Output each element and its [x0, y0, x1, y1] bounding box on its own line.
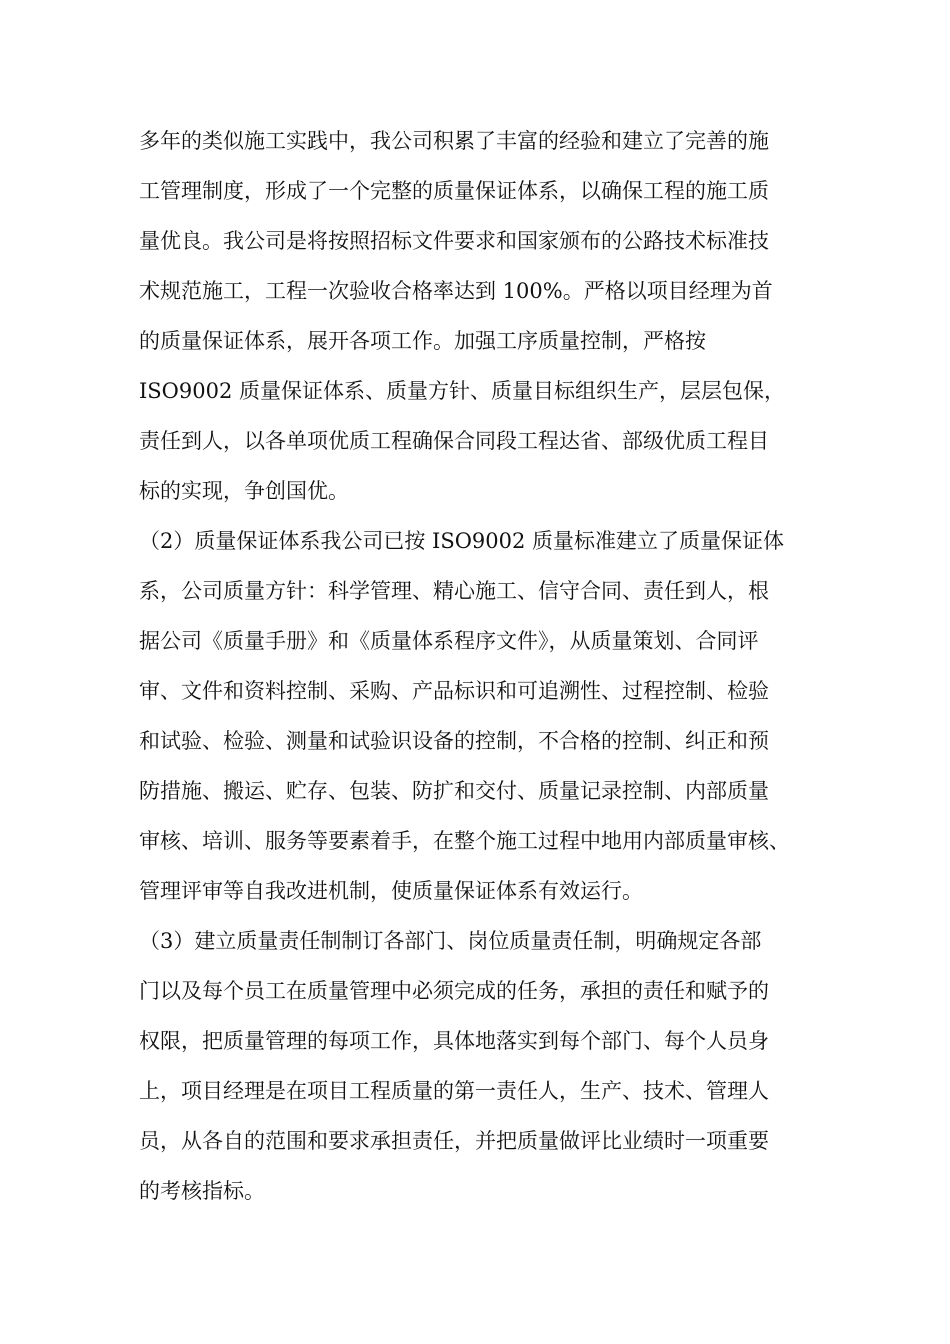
text-line: 责任到人，以各单项优质工程确保合同段工程达省、部级优质工程目 — [139, 429, 769, 453]
text-line: ISO9002 质量保证体系、质量方针、质量目标组织生产，层层包保， — [139, 379, 786, 403]
text-line: 和试验、检验、测量和试验识设备的控制，不合格的控制、纠正和预 — [139, 729, 769, 753]
text-line: 防措施、搬运、贮存、包装、防扩和交付、质量记录控制、内部质量 — [139, 779, 769, 803]
body-text — [139, 116, 839, 1216]
text-line: 权限，把质量管理的每项工作，具体地落实到每个部门、每个人员身 — [139, 1029, 769, 1053]
text-line: 上，项目经理是在项目工程质量的第一责任人，生产、技术、管理人 — [139, 1079, 769, 1103]
text-line: 管理评审等自我改进机制，使质量保证体系有效运行。 — [139, 879, 643, 903]
text-line: 员，从各自的范围和要求承担责任，并把质量做评比业绩时一项重要 — [139, 1129, 769, 1153]
text-line: 的考核指标。 — [139, 1179, 265, 1203]
text-line: 的质量保证体系，展开各项工作。加强工序质量控制，严格按 — [139, 329, 706, 353]
text-line: 术规范施工，工程一次验收合格率达到 100%。严格以项目经理为首 — [139, 279, 773, 303]
text-line: 门以及每个员工在质量管理中必须完成的任务，承担的责任和赋予的 — [139, 979, 769, 1003]
text-line: （3）建立质量责任制制订各部门、岗位质量责任制，明确规定各部 — [139, 929, 762, 953]
text-line: （2）质量保证体系我公司已按 ISO9002 质量标准建立了质量保证体 — [139, 529, 785, 553]
text-line: 工管理制度，形成了一个完整的质量保证体系，以确保工程的施工质 — [139, 179, 769, 203]
text-line: 审核、培训、服务等要素着手，在整个施工过程中地用内部质量审核、 — [139, 829, 790, 853]
text-line: 标的实现，争创国优。 — [139, 479, 349, 503]
text-line: 审、文件和资料控制、采购、产品标识和可追溯性、过程控制、检验 — [139, 679, 769, 703]
text-line: 多年的类似施工实践中，我公司积累了丰富的经验和建立了完善的施 — [139, 129, 769, 153]
text-line: 系，公司质量方针：科学管理、精心施工、信守合同、责任到人，根 — [139, 579, 769, 603]
text-line: 量优良。我公司是将按照招标文件要求和国家颁布的公路技术标准技 — [139, 229, 769, 253]
text-line: 据公司《质量手册》和《质量体系程序文件》，从质量策划、合同评 — [139, 629, 759, 653]
